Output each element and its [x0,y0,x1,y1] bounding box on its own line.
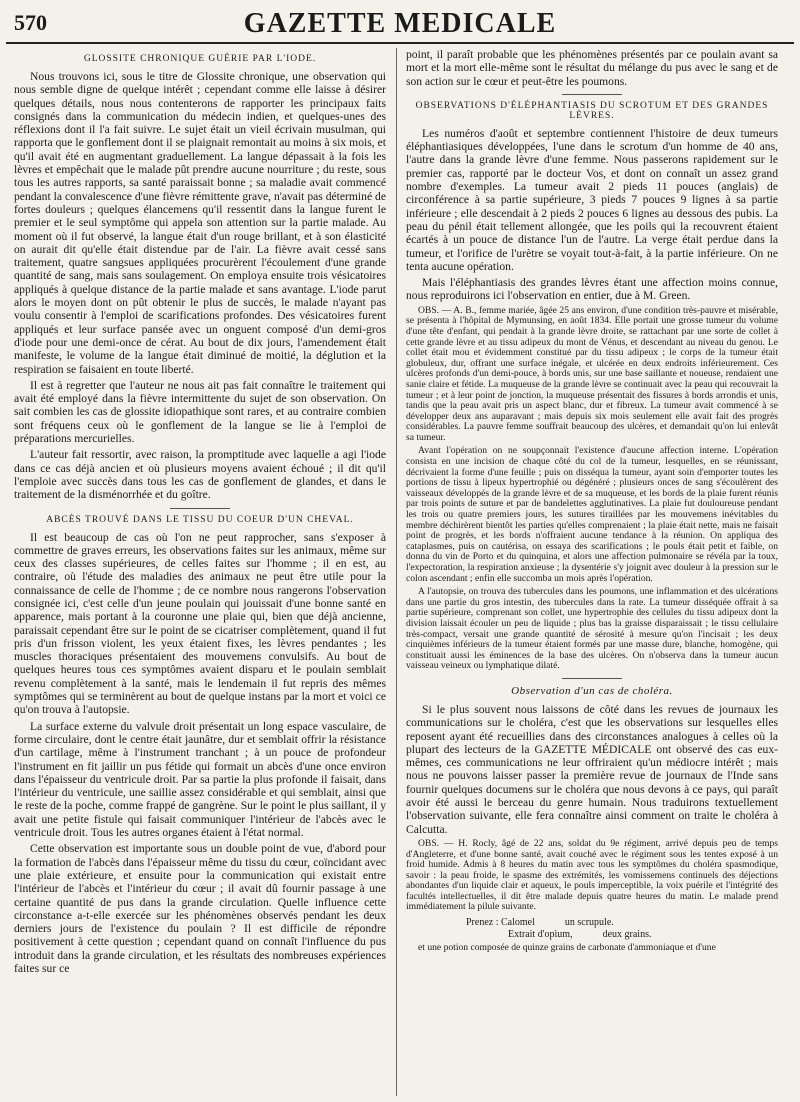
paragraph: Mais l'éléphantiasis des grandes lèvres étant une affection moins connue, nous reproduirons ici l'observation en entier, due à M. Green. [406,276,778,303]
section-title-glossite: GLOSSITE CHRONIQUE GUÉRIE PAR L'IODE. [83,54,317,64]
column-divider [396,48,397,1096]
section-title-elephantiasis: OBSERVATIONS D'ÉLÉPHANTIASIS DU SCROTUM ET DES GRANDES LÈVRES. [415,100,769,121]
prescription-ingredient: Extrait d'opium, [508,929,573,941]
paragraph-continued: point, il paraît probable que les phénomènes présentés par ce poulain avant sa mort et la mort elle-même sont le résultat du mélange du pus avec le sang et de son action sur le cœur et peut-être les poumons. [406,48,778,88]
paragraph-end: et une potion composée de quinze grains de carbonate d'ammoniaque et d'une [418,942,716,954]
section-divider [562,678,622,679]
observation-text: Avant l'opération on ne soupçonnait l'existence d'aucune affection interne. L'opération consista en une incision de chaque côté du col de la tumeur, lesquelles, en se réunissant, décrivaient la forme d'une feuille ; puis on disséqua la tumeur, ayant soin d'emporter toutes les portions de tissu à lipeux hypertrophié ou dégénéré ; plusieurs onces de sang s'écoulèrent des vaisseaux développés de la grande lèvre et de sa muqueuse, et les bords de la plaie furent réunis par trois points de suture et par de bandelettes agglutinatives. La plaie fut douloureuse pendant les trois ou quatre premiers jours, les sutures tiraillées par les mouvemens inévitables du membre déchirèrent bientôt les parties qu'elles comprenaient ; la plaie était nette, mais ne faisait point de progrès, et les bords n'offraient aucune tendance à la réunion. On appliqua des cataplasmes, puis on cautérisa, on essaya des scarifications ; le pouls était petit et faible, on donna du vin de Porto et du quinquina, et alors une affection pulmonaire se révéla par la toux, l'expectoration, la respiration anxieuse ; la dysentérie s'y joignit avec douleur à la pression sur le colon ascendant ; enfin elle succomba un mois après l'opération. [406,445,778,584]
prescription-quantity: deux grains. [602,929,652,941]
prescription [466,917,778,941]
prescription-quantity: un scrupule. [564,917,614,929]
paragraph: Il est à regretter que l'auteur ne nous ait pas fait connaître le traitement qui avait été employé dans la fièvre intermittente du sujet de son observation. On sait combien les cas de glossite idiopathique sont rares, et au contraire combien sont fréquens ceux où le gonflement de la langue se lie à l'emploi de préparations mercurielles. [14,378,386,446]
paragraph: Les numéros d'août et septembre contiennent l'histoire de deux tumeurs éléphantiasiques développées, l'une dans le scrotum d'un homme de 40 ans, l'autre dans la grande lèvre d'une femme. Nous passerons rapidement sur le premier cas, rapporté par le docteur Vos, et dont on connaît un assez grand nombre d'exemples. La tumeur avait 2 pieds 11 pouces (anglais) de circonférence à sa partie supérieure, 3 pieds 7 pouces 9 lignes à sa partie inférieure ; elle descendait à 2 pieds 2 pouces 6 lignes au dessous des pubis. La peau du pénil était tellement allongée, que les poils qui la recouvrent étaient écartés à un pouce de distance l'un de l'autre. La verge était perdue dans la tumeur, et l'orifice de l'urètre se voyait tout-à-fait, à la partie inférieure. On ne tenta aucune opération. [406,126,778,273]
observation-text: OBS. — H. Rocly, âgé de 22 ans, soldat du 9e régiment, arrivé depuis peu de temps d'Angleterre, et d'une bonne santé, avait couché avec le régiment sous les tentes exposé à un froid humide. Admis à 8 heures du matin avec tous les symptômes du choléra spasmodique, savoir : la peau froide, le spasme des extrémités, les vomissemens continuels des déjections abondantes d'un liquide clair et aqueux, le pouls imperceptible, la voix puérile et l'intégrité des facultés intellectuelles, il dit être malade depuis quatre heures du matin. Le malade prend immédiatement la pilule suivante. [406,837,778,913]
section-divider [562,94,622,95]
observation-text: A l'autopsie, on trouva des tubercules dans les poumons, une inflammation et des ulcérations dans une partie du gros intestin, des tubercules dans la rate. La tumeur disséquée offrait à sa partie supérieure, comprenant son collet, une hypertrophie des cellules du tissu adipeux dont la division laissait écouler un peu de liquide ; plus bas la graisse disparaissait ; le tissu cellulaire très-compact, versait une grande quantité de sérosité à mesure qu'on l'incisait ; les deux cinquièmes inférieurs de la tumeur étaient formés par une masse dure, blanche, homogène, qui constituait aussi les éminences de la base des ulcères. On n'observa dans la tumeur aucun vaisseau veineux ou lymphatique dilaté. [406,586,778,672]
left-column [14,48,386,1098]
section-title-abces: ABCÈS TROUVÉ DANS LE TISSU DU COEUR D'UN CHEVAL. [46,514,354,525]
page-number: 570 [14,10,47,35]
paragraph: Il est beaucoup de cas où l'on ne peut rapprocher, sans s'exposer à commettre de graves erreurs, les observations faites sur les animaux, même sur ceux des classes supérieures, de celles faites sur l'homme ; il en est, au contraire, où l'étude des maladies des animaux ne peut être utile pour la connaissance de celle de l'homme ; de ce nombre nous rangerons l'observation consignée ici, c'est celle d'un jeune poulain qui jouissait d'une bonne santé en apparence, mais portant à la couronne une plaie qui, bien que déjà ancienne, paraissait cependant être sur le point de se cicatriser complètement, quand il fut pris d'un frisson violent, les yeux étaient fixes, les lèvres pendantes ; les muscles thoraciques présentaient des mouvemens convulsifs. Au bout de quelques heures tous ces symptômes avaient disparu et le poulain semblait revenu complètement à la santé, mais le lendemain il fut repris des mêmes symptômes qui se terminèrent au bout de quelque instans par la mort et voici ce qu'on trouva à l'autopsie. [14,530,386,717]
paragraph: Cette observation est importante sous un double point de vue, d'abord pour la formation de l'abcès dans l'épaisseur même du tissu du cœur, coïncidant avec une plaie extérieure, et ensuite pour la communication qui existait entre l'intérieur de l'abcès et l'intérieur du cœur ; il avait dû fournir passage à une certaine quantité de pus dans la grande circulation. Quelle influence cette circonstance a-t-elle exercée sur les phénomènes observés pendant les deux derniers jours de l'existence du poulain ? Il est difficile de répondre positivement à cette question ; cependant quand on connaît l'influence du pus introduit dans la grande circulation, et les résultats des nombreuses expériences faites sur ce [14,842,386,975]
observation-text: OBS. — A. B., femme mariée, âgée 25 ans environ, d'une condition très-pauvre et misérable, se présenta à l'hôpital de Mymunsing, en août 1834. Elle portait une grosse tumeur du volume d'une tête d'enfant, qui pendait à la grande lèvre droite, se rattachant par une sorte de collet à cette grande lèvre et au tissu adipeux du mont de Vénus, et descendant au niveau du genou. Le collet était mou et évidemment constitué par du tissu adipeux ; le corps de la tumeur était globuleux, dur, offrant une surface inégale, et ulcérée en deux endroits inférieurement. Ces ulcères profonds d'un demi-pouce, à bords unis, sur une base saillante et noueuse, rendaient une sanie claire et fétide. La muqueuse de la grande lèvre se continuait avec la peau qui recouvrait la tumeur ; et à leur point de jonction, la muqueuse présentait des fissures à bords arrondis et unis, tandis que la peau avait pris un aspect blanc, dur et fibreux. La tumeur avait commencé à se développer deux ans auparavant ; mais depuis six mois seulement elle avait fait des progrès considérables. La pauvre femme souffrait beaucoup des ulcères, et demandait qu'on lui enlevât sa tumeur. [406,304,778,443]
right-column [406,48,778,1098]
section-divider [170,508,230,509]
paragraph: Si le plus souvent nous laissons de côté dans les revues de journaux les communications sur le choléra, c'est que les observations sur lesquelles elles reposent ayant été recueillies dans des circonstances analogues à celles où la plupart des lecteurs de la GAZETTE MÉDICALE ont observé des cas eux-mêmes, ces communications ne leur offriraient qu'un médiocre intérêt ; mais nous ne pouvons laisser passer la première revue de journaux de l'Inde sans fournir quelques documens sur le choléra que nous devons à ce pays, qui paraît avoir été aussi le berceau du genre humain. Nous traduirons textuellement l'observation suivante, elle fera connaître ainsi comment on traite le choléra à Calcutta. [406,702,778,836]
page-header [6,8,794,44]
prescription-ingredient: Prenez : Calomel [466,917,535,929]
paragraph: L'auteur fait ressortir, avec raison, la promptitude avec laquelle a agi l'iode dans ce cas déjà ancien et où plusieurs moyens avaient échoué ; il dit qu'il l'emploie avec succès dans tous les cas de gonflement de glandes, et dans le traitement de la disménorrhée et du goître. [14,448,386,502]
section-title-cholera: Observation d'un cas de choléra. [511,684,673,697]
paragraph: Nous trouvons ici, sous le titre de Glossite chronique, une observation qui nous semble digne de quelque intérêt ; cependant comme elle laisse à désirer quelques détails, nous nous contenterons de rapporter les principaux faits consignés dans la communication du médecin indien, et quelques-unes des réflexions dont il l'a fait suivre. Le sujet était un vieil écrivain musulman, qui rapporta que le gonflement dont il se plaignait remontait au moins à six mois, et qu'il avait été en augmentant graduellement. La langue dépassait à la fois les lèvres et empêchait que le malade pût prendre aucune nourriture ; du reste, sous tous les autres rapports, sa santé paraissait bonne ; sa maladie avait commencé pendant la convalescence d'une fièvre rémittente grave, n'avait pas déterminé de fortes douleurs ; quelques élancemens qu'il ressentit dans la langue furent le premier et le seul symptôme qui appela son attention sur la partie malade. Au moment où il fut observé, la langue était d'un rouge brillant, et à son élasticité on aurait dit qu'elle était distendue par de l'air. La fièvre avait cessé sans traitement, quatre sangsues appliquées procurèrent l'écoulement d'une grande quantité de sang, mais sans soulagement. On employa ensuite trois vésicatoires appliqués à quelque distance de la partie malade et sans avantage. L'iode parut alors le moyen dont on pût obtenir le plus de succès, le malade n'ayant pas voulu consentir à l'emploi de scarifications profondes. Des vésicatoires furent appliqués et leur surface pansée avec un onguent composé d'un demi-gros d'iode pour une demi-once de cérat. Au bout de dix jours, l'amendement était manifeste, le volume de la langue était diminué de moitié, la déglution et la respiration se faisaient en toute liberté. [14,70,386,376]
paragraph: La surface externe du valvule droit présentait un long espace vasculaire, de forme circulaire, dont le centre était jaunâtre, dur et semblait offrir la résistance d'un cartilage, même à l'instrument tranchant ; à un pouce de profondeur l'instrument en fit jaillir un pus fétide qui formait un abcès d'une once environ dans l'épaisseur du ventricule droit. Par sa partie la plus profonde il faisait, dans l'intérieur du ventricule, une saillie assez considérable et qui semblait, ainsi que le reste de la poche, comme frappé de gangrène. Sur le point le plus saillant, il y avait une petite fistule qui faisait communiquer l'intérieur de l'abcès avec le ventricule droit. Tous les autres organes étaient à l'état normal. [14,719,386,840]
journal-title: GAZETTE MEDICALE [243,8,557,39]
